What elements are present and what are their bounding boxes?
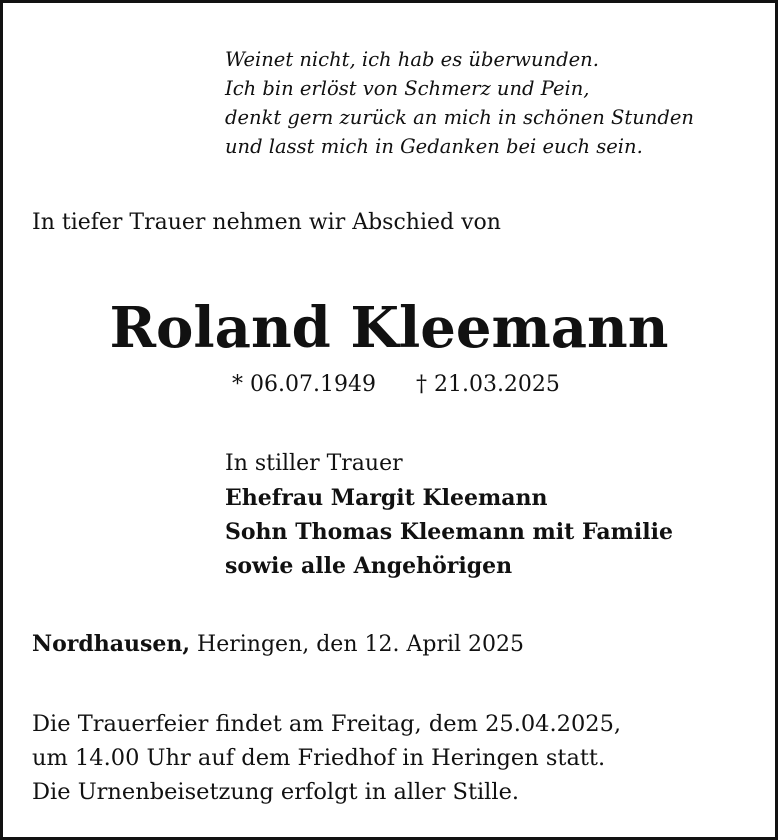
birth-date: * 06.07.1949 xyxy=(232,372,376,397)
place-primary: Nordhausen, xyxy=(32,631,191,657)
place-and-date xyxy=(32,629,524,660)
death-date: † 21.03.2025 xyxy=(415,372,560,397)
ceremony-line: Die Trauerfeier findet am Freitag, dem 25.04.2025, xyxy=(32,711,622,737)
ceremony-line: um 14.00 Uhr auf dem Friedhof in Heringen statt. xyxy=(32,745,606,771)
mourners-block xyxy=(225,447,673,583)
intro-text: In tiefer Trauer nehmen wir Abschied von xyxy=(32,210,501,235)
poem-line: Ich bin erlöst von Schmerz und Pein, xyxy=(225,77,590,100)
poem-line: denkt gern zurück an mich in schönen Stunden xyxy=(225,106,694,129)
deceased-name: Roland Kleemann xyxy=(109,295,669,361)
mourner-name: sowie alle Angehörigen xyxy=(225,553,513,579)
mourner-name: Ehefrau Margit Kleemann xyxy=(225,485,548,511)
poem-line: und lasst mich in Gedanken bei euch sein. xyxy=(225,135,643,158)
mourner-name: Sohn Thomas Kleemann mit Familie xyxy=(225,519,673,545)
ceremony-info xyxy=(32,707,621,809)
life-dates xyxy=(232,370,560,400)
mourners-heading: In stiller Trauer xyxy=(225,451,403,476)
poem-line: Weinet nicht, ich hab es überwunden. xyxy=(225,48,599,71)
ceremony-line: Die Urnenbeisetzung erfolgt in aller Stille. xyxy=(32,779,520,805)
place-date-rest: Heringen, den 12. April 2025 xyxy=(190,632,525,657)
poem xyxy=(225,45,694,161)
